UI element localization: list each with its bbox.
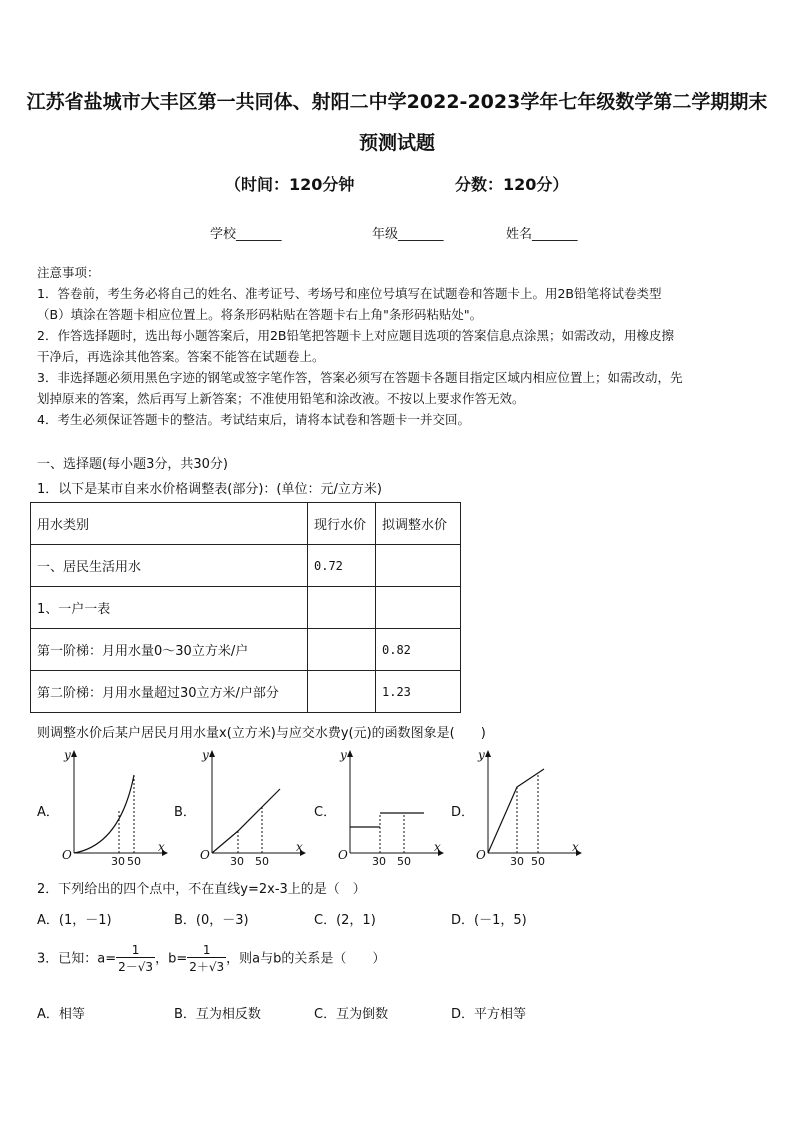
q2-option-d: D．(－1，5) xyxy=(451,913,527,928)
table-cell xyxy=(376,587,461,629)
q1-graph-d xyxy=(472,745,584,867)
fraction-numerator: 1 xyxy=(187,943,226,958)
q3-option-c: C．互为倒数 xyxy=(314,1007,389,1022)
notes-line: 1．答卷前，考生务必将自己的姓名、准考证号、考场号和座位号填写在试题卷和答题卡上。用2B铅笔将试卷类型 xyxy=(37,286,662,301)
table-cell: 一、居民生活用水 xyxy=(31,545,308,587)
origin-label: O xyxy=(338,848,348,862)
x-axis-label: x xyxy=(158,840,165,854)
fraction-denominator: 2＋√3 xyxy=(189,960,225,974)
q3-fraction-a xyxy=(116,943,155,975)
q2-option-a: A．(1，－1) xyxy=(37,913,112,928)
name-field: 姓名_______ xyxy=(506,227,578,242)
table-row xyxy=(31,545,461,587)
q1-option-b-label: B． xyxy=(174,805,196,820)
notes-line: 3．非选择题必须用黑色字迹的钢笔或签字笔作答，答案必须写在答题卡各题目指定区域内相应位置上；如需改动，先 xyxy=(37,370,683,385)
y-axis-label: y xyxy=(340,748,347,762)
origin-label: O xyxy=(476,848,486,862)
exam-score: 分数：120分） xyxy=(455,175,569,194)
q1-graph-a xyxy=(58,745,170,867)
y-axis-label: y xyxy=(478,748,485,762)
tick-50-label: 50 xyxy=(255,855,269,867)
table-cell xyxy=(308,587,376,629)
table-cell: 1、一户一表 xyxy=(31,587,308,629)
table-header-row xyxy=(31,503,461,545)
notes-block xyxy=(37,262,682,430)
table-cell: 0.82 xyxy=(376,629,461,671)
tick-30-label: 30 xyxy=(111,855,125,867)
fraction-numerator: 1 xyxy=(116,943,155,958)
table-row xyxy=(31,629,461,671)
q3-option-b: B．互为相反数 xyxy=(174,1007,261,1022)
q1-stem: 1．以下是某市自来水价格调整表(部分)：(单位：元/立方米) xyxy=(37,482,382,497)
table-header-cell: 现行水价 xyxy=(308,503,376,545)
table-cell xyxy=(308,671,376,713)
tick-50-label: 50 xyxy=(397,855,411,867)
q3-mid: ，b= xyxy=(155,951,188,967)
y-axis-label: y xyxy=(64,748,71,762)
tick-30-label: 30 xyxy=(230,855,244,867)
tick-50-label: 50 xyxy=(127,855,141,867)
q2-stem: 2．下列给出的四个点中，不在直线y=2x-3上的是（ ） xyxy=(37,882,366,897)
table-row xyxy=(31,587,461,629)
notes-line: 干净后，再选涂其他答案。答案不能答在试题卷上。 xyxy=(37,349,325,364)
exam-title-line2: 预测试题 xyxy=(358,132,435,154)
tick-50-label: 50 xyxy=(531,855,545,867)
q1-option-d-label: D． xyxy=(451,805,475,820)
q1-graph-c xyxy=(334,745,446,867)
x-axis-label: x xyxy=(434,840,441,854)
notes-line: 2．作答选择题时，选出每小题答案后，用2B铅笔把答题卡上对应题目选项的答案信息点涂黑；如需改动，用橡皮擦 xyxy=(37,328,674,343)
table-row xyxy=(31,671,461,713)
table-cell: 第一阶梯：月用水量0～30立方米/户 xyxy=(31,629,308,671)
notes-heading: 注意事项： xyxy=(37,265,100,280)
q3-suffix: ，则a与b的关系是（ ） xyxy=(226,951,386,967)
table-cell xyxy=(308,629,376,671)
q1-option-a-label: A． xyxy=(37,805,59,820)
q1-graph-b xyxy=(196,745,308,867)
notes-line: 4．考生必须保证答题卡的整洁。考试结束后，请将本试卷和答题卡一并交回。 xyxy=(37,412,470,427)
q3-fraction-b xyxy=(187,943,226,975)
grade-field: 年级_______ xyxy=(372,227,444,242)
table-cell: 1.23 xyxy=(376,671,461,713)
y-axis-label: y xyxy=(202,748,209,762)
section-heading: 一、选择题(每小题3分，共30分) xyxy=(37,457,228,472)
notes-line: （B）填涂在答题卡相应位置上。将条形码粘贴在答题卡右上角"条形码粘贴处"。 xyxy=(37,307,483,322)
water-price-table xyxy=(30,502,461,713)
table-header-cell: 用水类别 xyxy=(31,503,308,545)
q1-option-c-label: C． xyxy=(314,805,337,820)
origin-label: O xyxy=(62,848,72,862)
table-header-cell: 拟调整水价 xyxy=(376,503,461,545)
q3-option-d: D．平方相等 xyxy=(451,1007,527,1022)
tick-30-label: 30 xyxy=(372,855,386,867)
table-cell xyxy=(376,545,461,587)
x-axis-label: x xyxy=(296,840,303,854)
q3-prefix: 3．已知：a= xyxy=(37,951,117,967)
q2-option-b: B．(0，－3) xyxy=(174,913,249,928)
notes-line: 划掉原来的答案，然后再写上新答案；不准使用铅笔和涂改液。不按以上要求作答无效。 xyxy=(37,391,525,406)
q2-option-c: C．(2，1) xyxy=(314,913,376,928)
origin-label: O xyxy=(200,848,210,862)
x-axis-label: x xyxy=(572,840,579,854)
table-cell: 第二阶梯：月用水量超过30立方米/户部分 xyxy=(31,671,308,713)
school-field: 学校_______ xyxy=(210,227,282,242)
q3-stem xyxy=(37,943,385,975)
exam-time: （时间：120分钟 xyxy=(225,175,355,194)
fraction-denominator: 2－√3 xyxy=(118,960,154,974)
table-cell: 0.72 xyxy=(308,545,376,587)
q3-option-a: A．相等 xyxy=(37,1007,85,1022)
tick-30-label: 30 xyxy=(510,855,524,867)
q1-question: 则调整水价后某户居民月用水量x(立方米)与应交水费y(元)的函数图象是( ) xyxy=(37,726,486,741)
exam-title-line1: 江苏省盐城市大丰区第一共同体、射阳二中学2022-2023学年七年级数学第二学期期末 xyxy=(26,91,768,113)
